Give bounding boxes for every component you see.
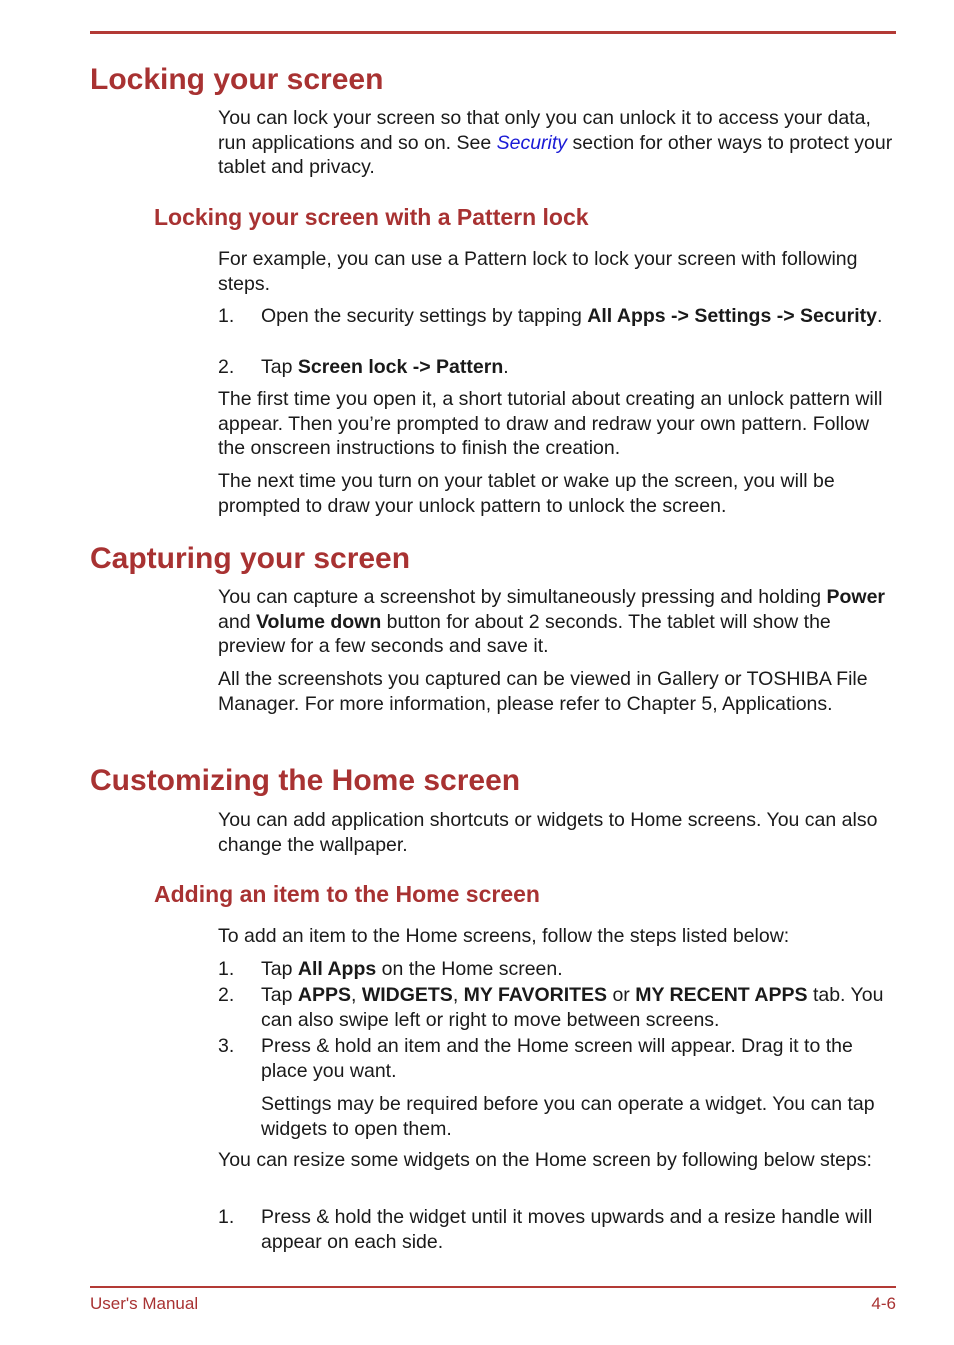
footer-rule	[90, 1286, 896, 1288]
section-title-locking: Locking your screen	[90, 63, 384, 96]
subsection-title-adding-item: Adding an item to the Home screen	[154, 881, 540, 907]
pattern-intro: For example, you can use a Pattern lock to lock your screen with following steps.	[218, 248, 858, 295]
pattern-next-time-text: The next time you turn on your tablet or wake up the screen, you will be prompted to draw your unlock pattern to unlock the screen.	[218, 470, 835, 517]
capture-gallery-text: All the screenshots you captured can be viewed in Gallery or TOSHIBA File Manager. For more information, please refer to Chapter 5, Applications.	[218, 668, 868, 715]
capture-intro: You can capture a screenshot by simultaneously pressing and holding Power and Volume down button for about 2 seconds. The tablet will show the preview for a few seconds and save it.	[218, 586, 886, 657]
locking-intro: You can lock your screen so that only you can unlock it to access your data, run applications and so on. See Security section for other ways to protect your tablet and privacy.	[218, 107, 893, 178]
section-title-capturing: Capturing your screen	[90, 542, 411, 575]
adding-intro: To add an item to the Home screens, follow the steps listed below:	[218, 925, 790, 947]
list-item: 2. Tap APPS, WIDGETS, MY FAVORITES or MY RECENT APPS tab. You can also swipe left or right to move between screens.	[218, 984, 884, 1031]
list-item: 1. Open the security settings by tapping All Apps -> Settings -> Security.	[218, 305, 883, 327]
list-item: 2. Tap Screen lock -> Pattern.	[218, 356, 509, 378]
subsection-title-pattern-lock: Locking your screen with a Pattern lock	[154, 204, 589, 230]
list-item: 1. Tap All Apps on the Home screen.	[218, 958, 563, 980]
list-item: 3. Press & hold an item and the Home screen will appear. Drag it to the place you want.	[218, 1035, 853, 1082]
footer-manual-title: User's Manual	[90, 1294, 199, 1313]
security-link[interactable]: Security	[496, 131, 568, 154]
header-rule	[90, 31, 896, 34]
section-title-customizing: Customizing the Home screen	[90, 764, 521, 797]
widget-note: Settings may be required before you can operate a widget. You can tap widgets to open them.	[261, 1093, 875, 1140]
list-item: 1. Press & hold the widget until it moves upwards and a resize handle will appear on each side.	[218, 1206, 873, 1253]
customize-intro: You can add application shortcuts or widgets to Home screens. You can also change the wallpaper.	[218, 809, 878, 856]
resize-intro: You can resize some widgets on the Home screen by following below steps:	[218, 1149, 872, 1171]
pattern-tutorial-text: The first time you open it, a short tutorial about creating an unlock pattern will appear. Then you’re prompted to draw and redraw your own pattern. Follow the onscreen instructions to finish the creation.	[218, 388, 883, 459]
page-number: 4-6	[871, 1294, 896, 1313]
